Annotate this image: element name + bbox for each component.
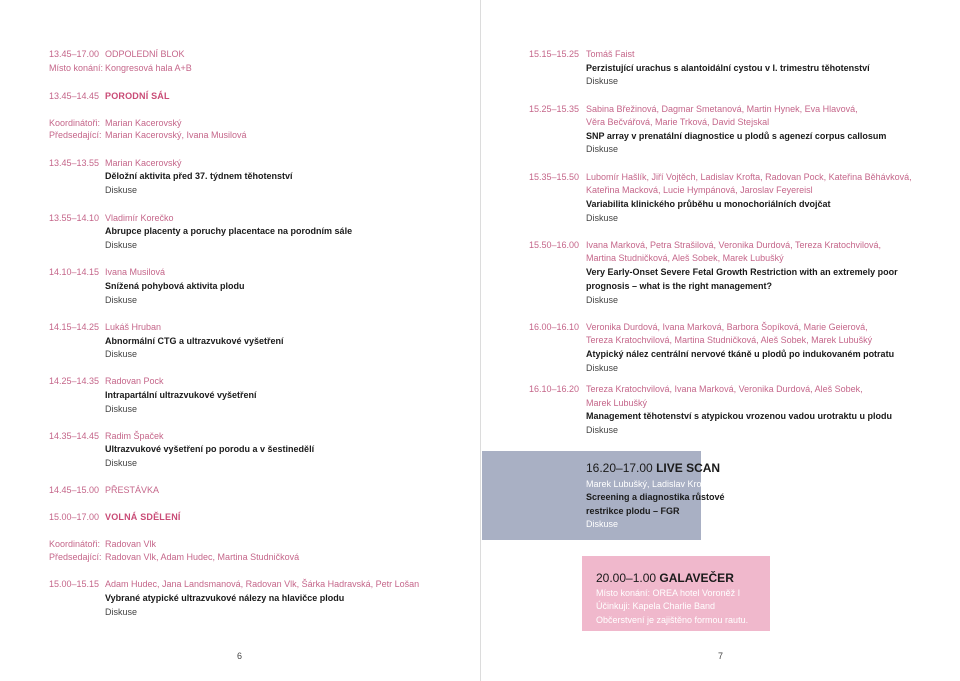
- talk-discussion: Diskuse: [105, 240, 138, 250]
- talk-title: Management těhotenství s atypickou vrozenou vadou urotraktu u plodu: [586, 411, 893, 421]
- gala-title: GALAVEČER: [659, 571, 734, 585]
- chairs-label: Předsedající:: [49, 130, 102, 140]
- talk-time: 13.55–14.10: [49, 213, 100, 223]
- talk-discussion: Diskuse: [105, 458, 138, 468]
- live-scan-heading: [586, 461, 720, 475]
- talk-speakers: Ivana Marková, Petra Strašilová, Veronika Durdová, Tereza Kratochvilová,: [586, 240, 881, 250]
- talk-time: 13.45–13.55: [49, 158, 100, 168]
- talk-speaker: Ivana Musilová: [105, 267, 166, 277]
- talk-title: Perzistující urachus s alantoidální cystou v I. trimestru těhotenství: [586, 63, 870, 73]
- heading-delivery-room: PORODNÍ SÁL: [105, 91, 170, 101]
- live-scan-talk-title: restrikce plodu – FGR: [586, 506, 680, 516]
- talk-time: 14.10–14.15: [49, 267, 100, 277]
- talk-time: 16.00–16.10: [529, 322, 580, 332]
- talk-discussion: Diskuse: [586, 76, 619, 86]
- talk-time: 16.10–16.20: [529, 384, 580, 394]
- talk-discussion: Diskuse: [586, 295, 619, 305]
- place-value: Kongresová hala A+B: [105, 63, 192, 73]
- talk-speakers: Věra Bečvářová, Marie Trková, David Stejskal: [586, 117, 770, 127]
- talk-discussion: Diskuse: [586, 144, 619, 154]
- heading-break: PŘESTÁVKA: [105, 485, 160, 495]
- gala-time: 20.00–1.00: [596, 571, 657, 585]
- talk-time: 15.00–15.15: [49, 579, 100, 589]
- time-afternoon-block: 13.45–17.00: [49, 49, 100, 59]
- coordinators-label: Koordinátoři:: [49, 539, 101, 549]
- talk-discussion: Diskuse: [105, 607, 138, 617]
- talk-time: 14.35–14.45: [49, 431, 100, 441]
- talk-speakers: Sabina Břežinová, Dagmar Smetanová, Martin Hynek, Eva Hlavová,: [586, 104, 858, 114]
- heading-free-papers: VOLNÁ SDĚLENÍ: [105, 512, 181, 522]
- talk-speakers: Martina Studničková, Aleš Sobek, Marek Lubušký: [586, 253, 784, 263]
- talk-time: 15.35–15.50: [529, 172, 580, 182]
- talk-speakers: Tomáš Faist: [586, 49, 635, 59]
- time-delivery-room: 13.45–14.45: [49, 91, 100, 101]
- talk-speakers: Tereza Kratochvilová, Ivana Marková, Veronika Durdová, Aleš Sobek,: [586, 384, 863, 394]
- chairs-value: Radovan Vlk, Adam Hudec, Martina Studničková: [105, 552, 300, 562]
- talk-time: 15.15–15.25: [529, 49, 580, 59]
- talk-title: Abnormální CTG a ultrazvukové vyšetření: [105, 336, 284, 346]
- chairs-label: Předsedající:: [49, 552, 102, 562]
- live-scan-discussion: Diskuse: [586, 519, 619, 529]
- live-scan-talk-title: Screening a diagnostika růstové: [586, 492, 725, 502]
- time-break: 14.45–15.00: [49, 485, 100, 495]
- gala-heading: [596, 571, 734, 585]
- live-scan-time: 16.20–17.00: [586, 461, 653, 475]
- talk-speaker: Radovan Pock: [105, 376, 164, 386]
- talk-speakers: Marek Lubušký: [586, 398, 648, 408]
- talk-title: Intrapartální ultrazvukové vyšetření: [105, 390, 257, 400]
- talk-title: Vybrané atypické ultrazvukové nálezy na hlavičce plodu: [105, 593, 345, 603]
- gala-evening-box: [582, 556, 770, 631]
- talk-discussion: Diskuse: [586, 363, 619, 373]
- talk-discussion: Diskuse: [105, 295, 138, 305]
- talk-time: 14.25–14.35: [49, 376, 100, 386]
- talk-discussion: Diskuse: [586, 213, 619, 223]
- talk-title: Snížená pohybová aktivita plodu: [105, 281, 245, 291]
- gala-performers: Účinkuji: Kapela Charlie Band: [596, 601, 716, 611]
- live-scan-title: LIVE SCAN: [656, 461, 721, 475]
- talk-speakers: Kateřina Macková, Lucie Hympánová, Jaroslav Feyereisl: [586, 185, 813, 195]
- heading-afternoon-block: ODPOLEDNÍ BLOK: [105, 49, 185, 59]
- talk-title: Atypický nález centrální nervové tkáně u plodů po indukovaném potratu: [586, 349, 895, 359]
- talk-speakers: Tereza Kratochvilová, Martina Studničková, Aleš Sobek, Marek Lubušký: [586, 335, 873, 345]
- talk-speakers: Lubomír Hašlík, Jiří Vojtěch, Ladislav Krofta, Radovan Pock, Kateřina Běhávková,: [586, 172, 912, 182]
- talk-discussion: Diskuse: [105, 404, 138, 414]
- talk-speaker: Vladimír Korečko: [105, 213, 174, 223]
- talk-title: Abrupce placenty a poruchy placentace na porodním sále: [105, 226, 353, 236]
- chairs-value: Marian Kacerovský, Ivana Musilová: [105, 130, 247, 140]
- place-label: Místo konání:: [49, 63, 104, 73]
- live-scan-speakers: Marek Lubušký, Ladislav Krofta: [586, 479, 712, 489]
- talk-time: 15.25–15.35: [529, 104, 580, 114]
- coordinators-value: Radovan Vlk: [105, 539, 157, 549]
- talk-discussion: Diskuse: [105, 185, 138, 195]
- talk-title: SNP array v prenatální diagnostice u plodů s agenezí corpus callosum: [586, 131, 887, 141]
- talk-speaker: Radim Špaček: [105, 431, 164, 441]
- time-free-papers: 15.00–17.00: [49, 512, 100, 522]
- talk-title: Variabilita klinického průběhu u monochoriálních dvojčat: [586, 199, 831, 209]
- talk-title: Ultrazvukové vyšetření po porodu a v šestinedělí: [105, 444, 315, 454]
- coordinators-value: Marian Kacerovský: [105, 118, 182, 128]
- talk-speakers: Veronika Durdová, Ivana Marková, Barbora Šopíková, Marie Geierová,: [586, 322, 868, 332]
- talk-discussion: Diskuse: [586, 425, 619, 435]
- talk-title: Very Early-Onset Severe Fetal Growth Restriction with an extremely poor: [586, 267, 898, 277]
- talk-speaker: Lukáš Hruban: [105, 322, 162, 332]
- talk-speaker: Adam Hudec, Jana Landsmanová, Radovan Vlk, Šárka Hadravská, Petr Lošan: [105, 579, 420, 589]
- talk-title: prognosis – what is the right management?: [586, 281, 773, 291]
- coordinators-label: Koordinátoři:: [49, 118, 101, 128]
- gala-refreshments: Občerstvení je zajištěno formou rautu.: [596, 615, 749, 625]
- talk-speaker: Marian Kacerovský: [105, 158, 182, 168]
- page-number-right: 7: [718, 651, 724, 661]
- gala-place: Místo konání: OREA hotel Voroněž I: [596, 588, 741, 598]
- live-scan-box: [482, 451, 725, 540]
- talk-time: 14.15–14.25: [49, 322, 100, 332]
- talk-title: Děložní aktivita před 37. týdnem těhotenství: [105, 171, 293, 181]
- talk-time: 15.50–16.00: [529, 240, 580, 250]
- page-number-left: 6: [237, 651, 243, 661]
- talk-discussion: Diskuse: [105, 349, 138, 359]
